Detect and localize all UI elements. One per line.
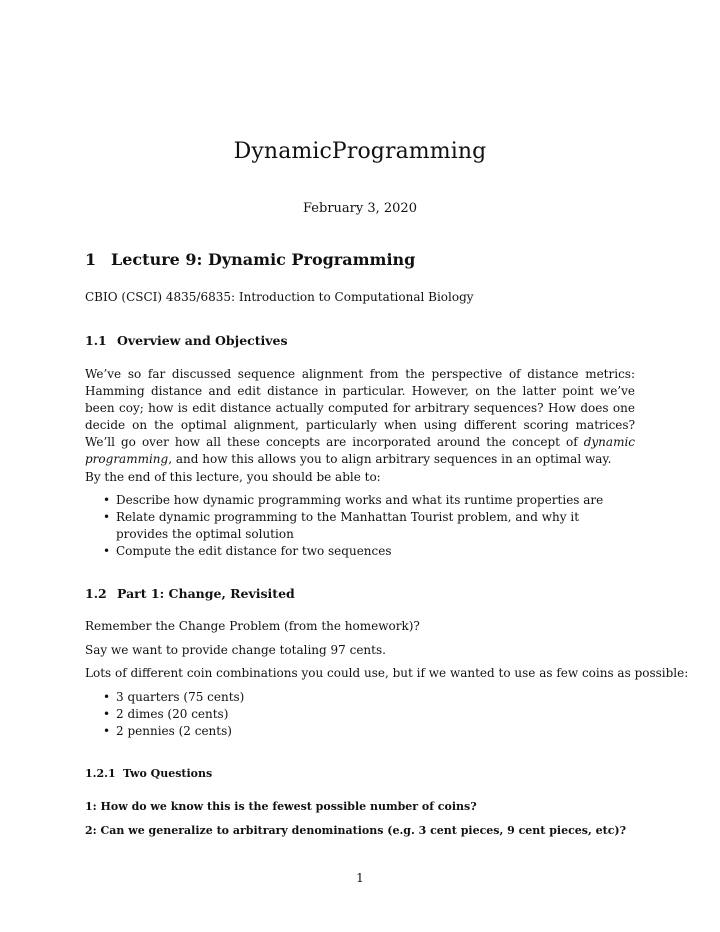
subsubsection-heading: [85, 767, 212, 780]
bullet: •: [103, 707, 111, 721]
list-item-text: Relate dynamic programming to the Manhattan Tourist problem, and why it provides the optimal solution: [116, 510, 580, 541]
subsubsection-number: 1.2.1: [85, 767, 116, 780]
list-item: [103, 543, 635, 560]
document-date: February 3, 2020: [303, 201, 417, 216]
bullet: •: [103, 493, 111, 507]
bullet: •: [103, 690, 111, 704]
question-1: 1: How do we know this is the fewest possible number of coins?: [85, 800, 477, 813]
list-item: [103, 706, 635, 723]
bullet: •: [103, 724, 111, 738]
question-2: 2: Can we generalize to arbitrary denominations (e.g. 3 cent pieces, 9 cent pieces, etc)?: [85, 824, 627, 837]
document-title: DynamicProgramming: [233, 139, 487, 164]
course-line: CBIO (CSCI) 4835/6835: Introduction to Computational Biology: [85, 290, 474, 304]
emphasized-term: dynamic programming: [85, 435, 635, 466]
list-item-text: Compute the edit distance for two sequences: [116, 544, 392, 558]
overview-paragraph: [85, 366, 635, 468]
bullet: •: [103, 544, 111, 558]
list-item: [103, 492, 635, 509]
change-line: Remember the Change Problem (from the homework)?: [85, 619, 420, 633]
section-number: 1: [85, 250, 97, 269]
paragraph-text: We’ve so far discussed sequence alignment from the perspective of distance metrics: Hamming distance and edit distance in particular. However, on the latter point we’ve been coy; how is edit distance actually computed for arbitrary sequences? How does one decide on the optimal alignment, particularly when using different scoring matrices? We’ll go over how all these concepts are incorporated around the concept of: [85, 367, 635, 449]
change-line: Say we want to provide change totaling 97 cents.: [85, 643, 386, 657]
list-item: [103, 509, 635, 543]
objectives-list: [103, 492, 635, 560]
subsection-number: 1.2: [85, 586, 107, 601]
paragraph-text: , and how this allows you to align arbitrary sequences in an optimal way.: [168, 452, 612, 466]
list-item-text: 2 pennies (2 cents): [116, 724, 232, 738]
subsection-heading-overview: [85, 333, 288, 348]
page-number: 1: [356, 871, 364, 885]
objectives-intro: By the end of this lecture, you should be able to:: [85, 470, 381, 484]
section-heading: [85, 250, 415, 269]
list-item: [103, 689, 635, 706]
section-title: Lecture 9: Dynamic Programming: [111, 250, 416, 269]
list-item: [103, 723, 635, 740]
subsection-heading-change: [85, 586, 295, 601]
subsubsection-title: Two Questions: [123, 767, 213, 780]
change-line: Lots of different coin combinations you could use, but if we wanted to use as few coins as possible:: [85, 666, 689, 680]
subsection-title: Overview and Objectives: [117, 333, 288, 348]
subsection-number: 1.1: [85, 333, 107, 348]
bullet: •: [103, 510, 111, 524]
subsection-title: Part 1: Change, Revisited: [117, 586, 295, 601]
list-item-text: Describe how dynamic programming works and what its runtime properties are: [116, 493, 604, 507]
list-item-text: 2 dimes (20 cents): [116, 707, 229, 721]
list-item-text: 3 quarters (75 cents): [116, 690, 245, 704]
coins-list: [103, 689, 635, 740]
